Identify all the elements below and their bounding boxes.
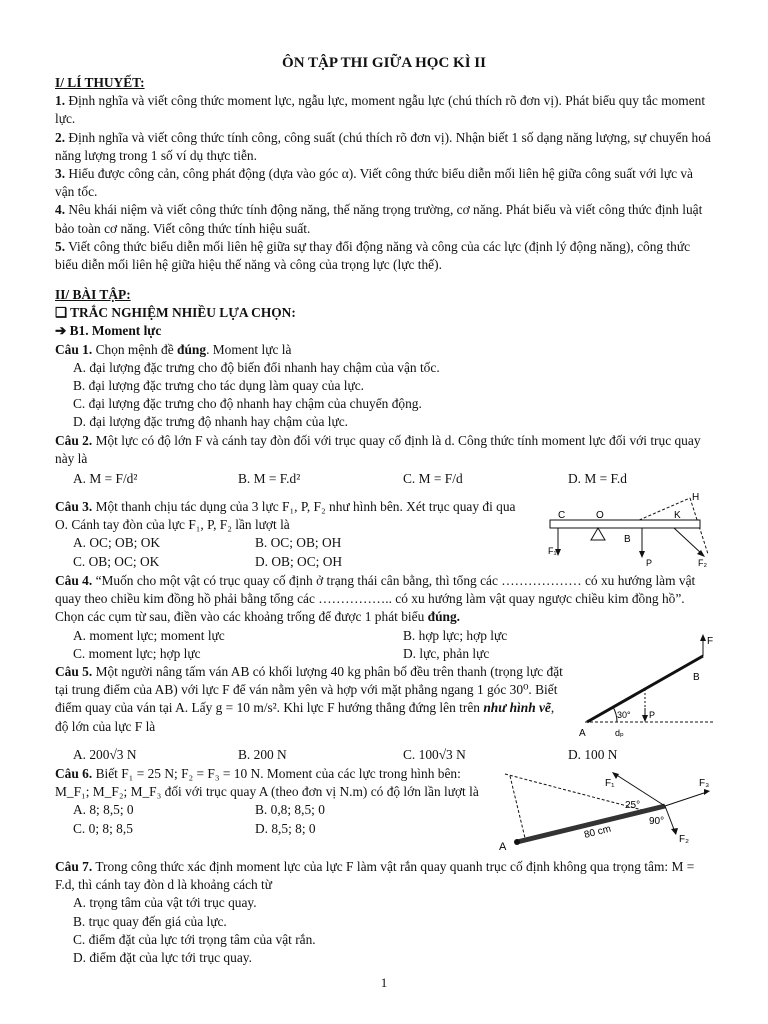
question-7-block bbox=[55, 858, 715, 967]
fig6-label-a: A bbox=[499, 841, 507, 853]
q3-option-d: D. OB; OC; OH bbox=[255, 553, 343, 569]
q2-option-c: C. M = F/d bbox=[403, 471, 463, 487]
theory-item-4: 4. Nêu khái niệm và viết công thức tính động năng, thế năng trọng trường, cơ năng. Phát biểu và viết công thức định luật bảo toàn cơ năng. Viết công thức tính hiệu suất. bbox=[55, 202, 703, 236]
q1-option-c: C. đại lượng đặc trưng cho độ nhanh hay chậm của chuyển động. bbox=[73, 396, 422, 412]
q6-option-a: A. 8; 8,5; 0 bbox=[73, 802, 134, 818]
fig3-label-p: P bbox=[646, 558, 653, 568]
question-6-block bbox=[55, 765, 485, 838]
fig5-label-f: F bbox=[707, 636, 714, 647]
question-6: Câu 6. Biết F₁ = 25 N; F₂ = F₃ = 10 N. Moment của các lực trong hình bên: M_F₁; M_F₂; M_F₃ đối với trục quay A (theo đơn vị N.m) có độ lớn lần lượt là bbox=[55, 766, 479, 800]
page-number: 1 bbox=[380, 975, 388, 990]
exercises-section bbox=[55, 286, 715, 490]
q6-option-c: C. 0; 8; 8,5 bbox=[73, 820, 133, 836]
q4-option-a: A. moment lực; moment lực bbox=[73, 627, 225, 643]
q2-option-d: D. M = F.d bbox=[568, 471, 627, 487]
q2-options bbox=[55, 468, 715, 490]
fig6-label-f2: F₂ bbox=[679, 834, 689, 845]
question-5: Câu 5. Một người nâng tấm ván AB có khối lượng 40 kg phân bố đều trên thanh (trọng lực đặt tại trung điểm của AB) với lực F để ván nằm yên và hợp với mặt phẳng ngang 1 góc 30⁰. Biết điểm quay của ván tại A. Lấy g = 10 m/s². Khi lực F hướng thẳng đứng lên trên như hình vẽ, độ lớn của lực F là bbox=[55, 664, 563, 734]
fig5-label-dp: dₚ bbox=[615, 728, 624, 738]
fig6-label-angle25: 25° bbox=[625, 800, 641, 811]
q6-option-b: B. 0,8; 8,5; 0 bbox=[255, 802, 325, 818]
theory-item-1: 1. Định nghĩa và viết công thức moment lực, ngẫu lực, moment ngẫu lực (chú thích rõ đơn vị). Phát biểu quy tắc moment lực. bbox=[55, 93, 706, 127]
q5-option-c: C. 100√3 N bbox=[403, 747, 466, 762]
q6-options-row2 bbox=[55, 820, 485, 838]
mc-heading: ❑ TRẮC NGHIỆM NHIỀU LỰA CHỌN: bbox=[55, 305, 296, 321]
theory-section bbox=[55, 74, 715, 274]
question-3-block bbox=[55, 498, 525, 571]
q4-option-c: C. moment lực; hợp lực bbox=[73, 645, 201, 661]
q3-option-b: B. OC; OB; OH bbox=[255, 535, 342, 551]
theory-heading: I/ LÍ THUYẾT: bbox=[55, 75, 145, 90]
figure-inclined-board bbox=[575, 632, 725, 742]
question-5-block bbox=[55, 663, 570, 736]
q1-option-b: B. đại lượng đặc trưng cho tác dụng làm quay của lực. bbox=[73, 378, 365, 394]
fig3-label-f2: F₂ bbox=[698, 558, 707, 568]
q4-option-d: D. lực, phản lực bbox=[403, 645, 490, 661]
q4-option-b: B. hợp lực; hợp lực bbox=[403, 627, 508, 643]
theory-item-2: 2. Định nghĩa và viết công thức tính công, công suất (chú thích rõ đơn vị). Nhận biết 1 số dạng năng lượng, sự chuyển hoá năng lượng trong 1 số ví dụ thực tiễn. bbox=[55, 129, 711, 163]
q5-options bbox=[55, 746, 715, 764]
q5-option-d: D. 100 N bbox=[568, 747, 618, 762]
fig3-label-b: B bbox=[624, 534, 631, 545]
q7-option-c: C. điểm đặt của lực tới trọng tâm của vật rắn. bbox=[73, 931, 316, 947]
fig3-label-o: O bbox=[596, 510, 604, 521]
fig6-label-f1: F₁ bbox=[605, 778, 615, 789]
figure-lever-bar bbox=[540, 490, 720, 570]
theory-item-5: 5. Viết công thức biểu diễn mối liên hệ giữa sự thay đổi động năng và công của các lực (định lý động năng), công thức biểu diễn mối liên hệ giữa hiệu thế năng và công của trọng lực (lực thế). bbox=[55, 238, 691, 273]
fig5-label-p: P bbox=[649, 710, 656, 720]
question-2: Câu 2. Một lực có độ lớn F và cánh tay đòn đối với trục quay cố định là d. Công thức tính moment lực đối với trục quay này là bbox=[55, 432, 701, 466]
figure-force-rod bbox=[485, 766, 720, 856]
question-1: Câu 1. Chọn mệnh đề đúng. Moment lực là bbox=[55, 341, 292, 357]
q1-option-a: A. đại lượng đặc trưng cho độ biến đổi nhanh hay chậm của vận tốc. bbox=[73, 359, 440, 375]
q7-option-a: A. trọng tâm của vật tới trục quay. bbox=[73, 895, 257, 911]
q2-option-b: B. M = F.d² bbox=[238, 471, 301, 487]
fig3-label-h: H bbox=[692, 492, 700, 503]
theory-item-3: 3. Hiểu được công cản, công phát động (dựa vào góc α). Viết công thức biểu diễn mối liên hệ giữa công suất với lực và vận tốc. bbox=[55, 166, 694, 200]
q3-options-row2 bbox=[55, 553, 525, 571]
q2-option-a: A. M = F/d² bbox=[73, 471, 138, 487]
fig3-label-f1: F₁ bbox=[548, 546, 557, 556]
q1-option-d: D. đại lượng đặc trưng độ nhanh hay chậm của lực. bbox=[73, 414, 349, 430]
q5-option-b: B. 200 N bbox=[238, 747, 287, 762]
exercises-heading: II/ BÀI TẬP: bbox=[55, 287, 131, 302]
q3-options-row1 bbox=[55, 534, 525, 552]
q7-option-b: B. trục quay đến giá của lực. bbox=[73, 913, 227, 929]
fig5-label-b: B bbox=[693, 672, 700, 683]
fig6-label-angle90: 90° bbox=[649, 816, 665, 827]
q5-option-a: A. 200√3 N bbox=[73, 747, 137, 762]
topic-heading: ➔ B1. Moment lực bbox=[55, 323, 162, 339]
fig6-label-f3: F₃ bbox=[699, 778, 710, 789]
q6-option-d: D. 8,5; 8; 0 bbox=[255, 820, 316, 836]
question-4: Câu 4. “Muốn cho một vật có trục quay cố định ở trạng thái cân bằng, thì tổng các ……………… có xu hướng làm vật quay theo chiều kim đồng hồ phải bằng tổng các …………….. có xu hướng làm vật quay ngược chiều kim đồng hồ”. Chọn các cụm từ sau, điền vào các khoảng trống để được 1 phát biểu đúng. bbox=[55, 573, 696, 625]
q7-option-d: D. điểm đặt của lực tới trục quay. bbox=[73, 950, 252, 966]
q3-option-a: A. OC; OB; OK bbox=[73, 535, 161, 551]
fig3-label-k: K bbox=[674, 510, 681, 521]
fig5-label-angle: 30° bbox=[617, 710, 631, 720]
fig6-label-length: 80 cm bbox=[583, 823, 613, 841]
q3-option-c: C. OB; OC; OK bbox=[73, 553, 160, 569]
fig3-label-c: C bbox=[558, 510, 566, 521]
fig5-label-a: A bbox=[579, 728, 586, 739]
page-title: ÔN TẬP THI GIỮA HỌC KÌ II bbox=[282, 55, 486, 71]
question-3: Câu 3. Một thanh chịu tác dụng của 3 lực F₁, P, F₂ như hình bên. Xét trục quay đi qua O. Cánh tay đòn của lực F₁, P, F₂ lần lượt là bbox=[55, 499, 516, 533]
q6-options-row1 bbox=[55, 801, 485, 819]
question-7: Câu 7. Trong công thức xác định moment lực của lực F làm vật rắn quay quanh trục cố định không qua trọng tâm: M = F.d, thì cánh tay đòn d là khoảng cách từ bbox=[55, 859, 695, 893]
